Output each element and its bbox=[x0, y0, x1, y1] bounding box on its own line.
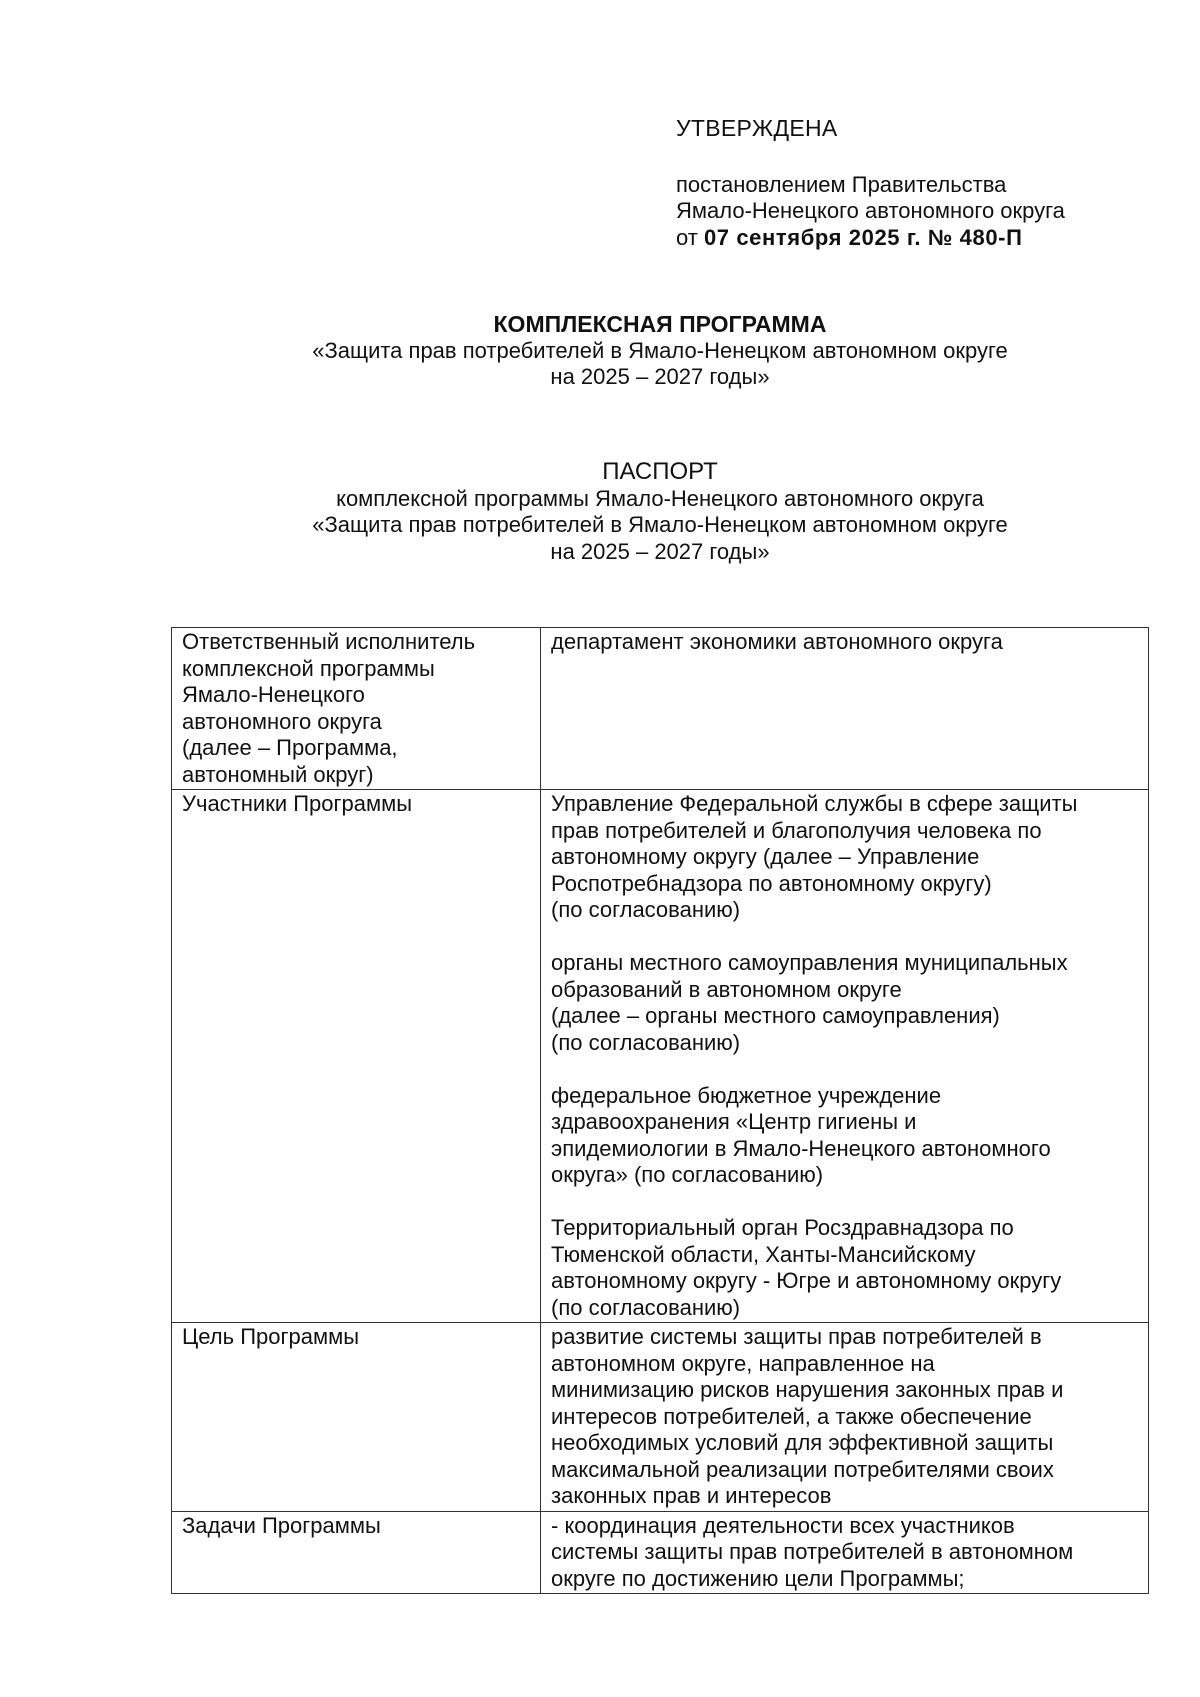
participant-local-government: органы местного самоуправления муниципальных образований в автономном округе (далее – органы местного самоуправления) (по согласованию) bbox=[551, 950, 1068, 1055]
goal-label: Цель Программы bbox=[182, 1324, 360, 1349]
participant-hygiene-center: федеральное бюджетное учреждение здравоохранения «Центр гигиены и эпидемиологии в Ямало-Ненецкого автономного округа» (по согласованию) bbox=[551, 1082, 1051, 1187]
approval-date-value: 07 сентября 2025 г. № 480-П bbox=[703, 224, 1023, 250]
program-title bbox=[0, 311, 1200, 391]
executor-value-cell bbox=[541, 628, 1149, 790]
approval-date-prefix: от bbox=[676, 224, 698, 250]
approval-stamp bbox=[676, 115, 1176, 251]
program-name-line1: «Защита прав потребителей в Ямало-Ненецком автономном округе bbox=[312, 337, 1008, 363]
passport-subtitle-line3: на 2025 – 2027 годы» bbox=[550, 538, 770, 564]
participants-value-cell bbox=[541, 790, 1149, 1323]
approval-date-line bbox=[676, 225, 1176, 252]
table-row-participants bbox=[172, 790, 1149, 1323]
passport-heading: ПАСПОРТ bbox=[602, 458, 718, 485]
executor-label-cell bbox=[172, 628, 541, 790]
approval-government-line: Ямало-Ненецкого автономного округа bbox=[676, 198, 1065, 223]
passport-subtitle-line1: комплексной программы Ямало-Ненецкого автономного округа bbox=[336, 485, 984, 511]
table-row-goal bbox=[172, 1323, 1149, 1512]
tasks-label-cell bbox=[172, 1511, 541, 1594]
table-row-tasks bbox=[172, 1511, 1149, 1594]
executor-label: Ответственный исполнитель комплексной программы Ямало-Ненецкого автономного округа (далее – Программа, автономный округ) bbox=[182, 629, 476, 787]
tasks-value-cell bbox=[541, 1511, 1149, 1594]
goal-value-cell bbox=[541, 1323, 1149, 1512]
participants-label: Участники Программы bbox=[182, 791, 413, 816]
table-row-executor bbox=[172, 628, 1149, 790]
executor-value: департамент экономики автономного округа bbox=[551, 629, 1003, 654]
passport-subtitle-line2: «Защита прав потребителей в Ямало-Ненецком автономном округе bbox=[312, 512, 1008, 537]
program-heading: КОМПЛЕКСНАЯ ПРОГРАММА bbox=[493, 311, 827, 337]
participant-rospotrebnadzor: Управление Федеральной службы в сфере защиты прав потребителей и благополучия человека по автономному округу (далее – Управление Роспотребнадзора по автономному округу) (по согласованию) bbox=[551, 791, 1078, 922]
goal-label-cell bbox=[172, 1323, 541, 1512]
approved-label: УТВЕРЖДЕНА bbox=[676, 115, 838, 141]
tasks-value: - координация деятельности всех участников системы защиты прав потребителей в автономном округе по достижению цели Программы; bbox=[551, 1512, 1074, 1591]
tasks-label: Задачи Программы bbox=[182, 1512, 381, 1538]
approval-resolution-line: постановлением Правительства bbox=[676, 171, 1007, 197]
passport-title bbox=[0, 459, 1200, 565]
goal-value: развитие системы защиты прав потребителей в автономном округе, направленное на минимизацию рисков нарушения законных прав и интересов потребителей, а также обеспечение необходимых условий для эффективной защиты максимальной реализации потребителями своих законных прав и интересов bbox=[551, 1324, 1064, 1508]
program-name-line2: на 2025 – 2027 годы» bbox=[550, 364, 770, 389]
participants-label-cell bbox=[172, 790, 541, 1323]
passport-table bbox=[171, 627, 1149, 1594]
participant-roszdravnadzor: Территориальный орган Росздравнадзора по Тюменской области, Ханты-Мансийскому автономному округу - Югре и автономному округу (по согласованию) bbox=[551, 1215, 1062, 1320]
